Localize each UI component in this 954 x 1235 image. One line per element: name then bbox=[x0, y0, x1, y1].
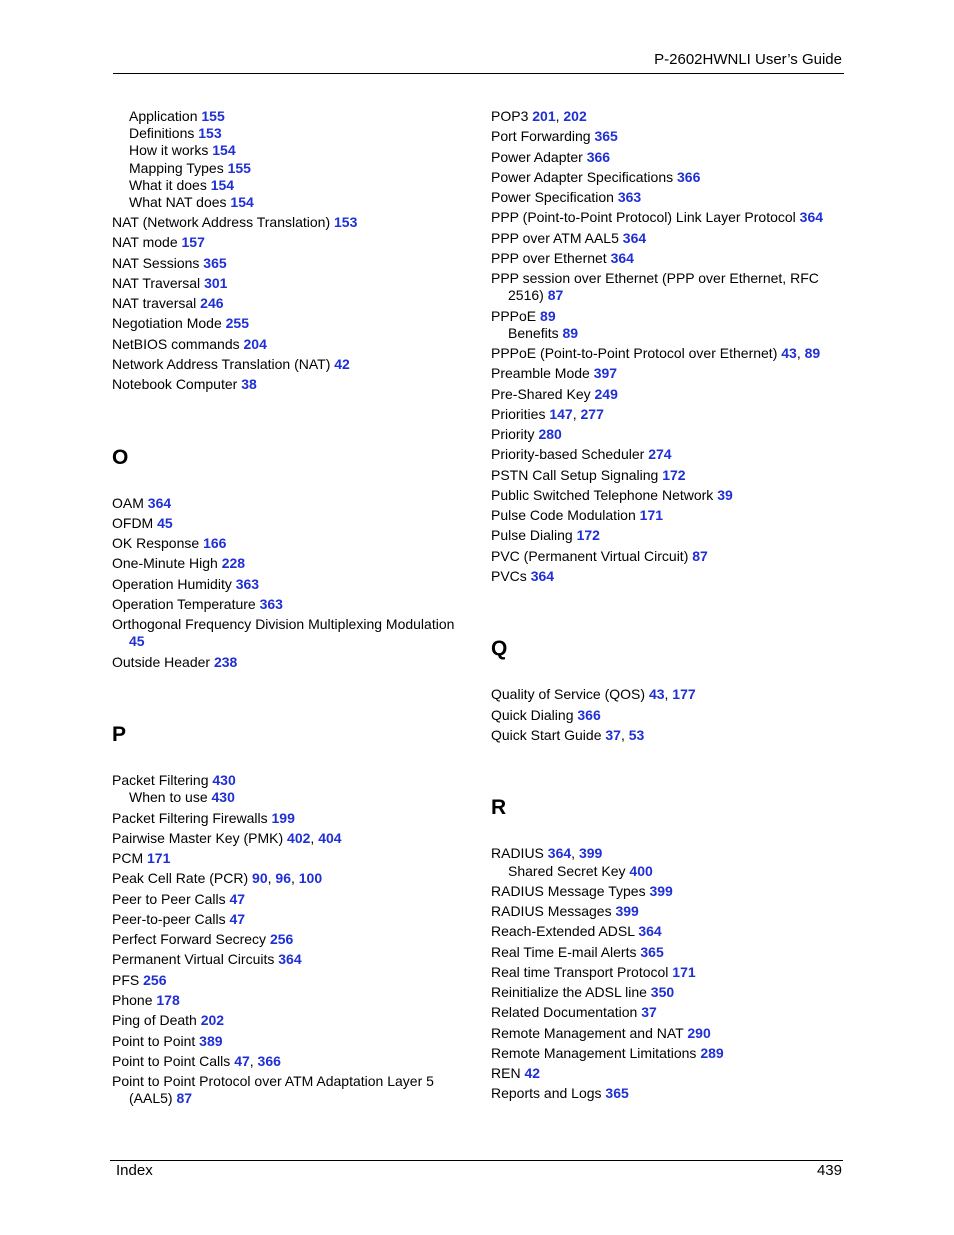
index-term: Power Specification bbox=[491, 189, 614, 205]
index-term: When to use bbox=[129, 789, 208, 805]
page-reference-link[interactable]: 39 bbox=[717, 487, 733, 503]
index-entry bbox=[112, 515, 462, 532]
page-reference-link[interactable]: 364 bbox=[622, 230, 647, 246]
page-reference-link[interactable]: 87 bbox=[692, 548, 708, 564]
page-reference-link[interactable]: 171 bbox=[639, 507, 664, 523]
page-reference-link[interactable]: 154 bbox=[212, 142, 236, 158]
index-term: Phone bbox=[112, 992, 153, 1008]
page-reference-link[interactable]: 201 bbox=[532, 108, 556, 124]
index-subentry bbox=[129, 177, 479, 194]
page-reference-link[interactable]: 364 bbox=[147, 495, 172, 511]
index-entry bbox=[491, 903, 841, 920]
index-entry: Peak Cell Rate (PCR) 90, 96, 100 bbox=[112, 870, 323, 886]
index-entry bbox=[112, 295, 462, 312]
index-term: Pulse Code Modulation bbox=[491, 507, 636, 523]
index-entry bbox=[112, 376, 462, 393]
index-entry bbox=[112, 596, 462, 613]
index-term: Remote Management Limitations bbox=[491, 1045, 697, 1061]
index-term: PCM bbox=[112, 850, 144, 866]
index-entry bbox=[491, 507, 841, 524]
page-reference-link[interactable]: 289 bbox=[700, 1045, 724, 1061]
page-reference-link[interactable]: 171 bbox=[672, 964, 696, 980]
index-subentry bbox=[129, 789, 479, 806]
page-reference-link[interactable]: 153 bbox=[198, 125, 222, 141]
index-entry bbox=[491, 149, 841, 166]
index-term: Related Documentation bbox=[491, 1004, 638, 1020]
page-reference-link[interactable]: 366 bbox=[677, 169, 701, 185]
index-term: NAT traversal bbox=[112, 295, 197, 311]
index-term: PVCs bbox=[491, 568, 527, 584]
page-reference-link[interactable]: 202 bbox=[200, 1012, 225, 1028]
page-reference-link[interactable]: 154 bbox=[230, 194, 254, 210]
index-entry bbox=[112, 850, 462, 867]
section-letter-r: R bbox=[491, 796, 507, 819]
index-term-continuation bbox=[491, 287, 841, 304]
index-entry bbox=[112, 255, 462, 272]
index-subentry bbox=[129, 194, 479, 211]
page-reference-link[interactable]: 399 bbox=[578, 845, 603, 861]
page-reference-link[interactable]: 155 bbox=[227, 160, 251, 176]
page-reference-link[interactable]: 87 bbox=[547, 287, 564, 303]
page-reference-link[interactable]: 365 bbox=[203, 255, 227, 271]
index-entry bbox=[112, 891, 462, 908]
footer-divider bbox=[110, 1160, 843, 1161]
index-entry bbox=[112, 535, 462, 552]
page-reference-link[interactable]: 400 bbox=[629, 863, 653, 879]
page-reference-link[interactable]: 90 bbox=[252, 870, 268, 886]
page-reference-link[interactable]: 172 bbox=[576, 527, 600, 543]
page-reference-link[interactable]: 363 bbox=[259, 596, 283, 612]
index-term: How it works bbox=[129, 142, 209, 158]
index-term: Reports and Logs bbox=[491, 1085, 602, 1101]
index-term-continued-text: (AAL5) bbox=[129, 1090, 177, 1106]
index-term: Shared Secret Key bbox=[508, 863, 626, 879]
index-entry bbox=[491, 308, 841, 325]
index-term: NAT (Network Address Translation) bbox=[112, 214, 331, 230]
index-entry bbox=[491, 365, 841, 382]
page-reference-link[interactable]: 365 bbox=[594, 128, 618, 144]
index-entry: Pairwise Master Key (PMK) 402, 404 bbox=[112, 830, 342, 846]
page-reference-link[interactable]: 364 bbox=[278, 951, 302, 967]
page-reference-link[interactable]: 365 bbox=[605, 1085, 629, 1101]
index-entry bbox=[491, 467, 841, 484]
index-term: What NAT does bbox=[129, 194, 227, 210]
index-term: One-Minute High bbox=[112, 555, 218, 571]
page-reference-link[interactable]: 202 bbox=[563, 108, 587, 124]
section-letter-p: P bbox=[112, 723, 127, 746]
index-term: PVC (Permanent Virtual Circuit) bbox=[491, 548, 689, 564]
index-entry bbox=[491, 250, 841, 267]
index-entry bbox=[491, 1045, 841, 1062]
index-entry bbox=[491, 944, 841, 961]
index-entry bbox=[491, 707, 841, 724]
page-reference-link[interactable]: 153 bbox=[334, 214, 358, 230]
index-entry: RADIUS 364, 399 bbox=[491, 845, 603, 861]
index-term: RADIUS bbox=[491, 845, 544, 861]
index-term: Quality of Service (QOS) bbox=[491, 686, 646, 702]
page-reference-link[interactable]: 290 bbox=[687, 1025, 711, 1041]
index-term: Priorities bbox=[491, 406, 546, 422]
index-term: Notebook Computer bbox=[112, 376, 238, 392]
index-term: Quick Dialing bbox=[491, 707, 574, 723]
page-reference-link[interactable]: 363 bbox=[235, 576, 260, 592]
index-term: Priority bbox=[491, 426, 535, 442]
index-entry bbox=[491, 568, 841, 585]
page-reference-link[interactable]: 249 bbox=[594, 386, 618, 402]
index-term: Peak Cell Rate (PCR) bbox=[112, 870, 249, 886]
index-entry bbox=[112, 234, 462, 251]
page-reference-link[interactable]: 228 bbox=[221, 555, 246, 571]
page-reference-link[interactable]: 96 bbox=[275, 870, 291, 886]
index-entry bbox=[491, 270, 841, 304]
index-term: PPPoE bbox=[491, 308, 537, 324]
index-term: RADIUS Message Types bbox=[491, 883, 646, 899]
index-term: Point to Point bbox=[112, 1033, 196, 1049]
index-term: Operation Temperature bbox=[112, 596, 256, 612]
index-subentry bbox=[129, 125, 479, 142]
page-reference-link[interactable]: 280 bbox=[538, 426, 562, 442]
index-entry bbox=[491, 548, 841, 565]
index-entry bbox=[112, 356, 462, 373]
index-entry bbox=[112, 576, 462, 593]
index-entry: Quality of Service (QOS) 43, 177 bbox=[491, 686, 696, 702]
index-entry bbox=[491, 527, 841, 544]
index-entry: Priorities 147, 277 bbox=[491, 406, 604, 422]
index-subentry bbox=[508, 863, 858, 880]
index-term: PPP over ATM AAL5 bbox=[491, 230, 619, 246]
index-term: OFDM bbox=[112, 515, 154, 531]
page-reference-link[interactable]: 389 bbox=[199, 1033, 223, 1049]
index-term: Packet Filtering bbox=[112, 772, 209, 788]
page-reference-link[interactable]: 47 bbox=[234, 1053, 250, 1069]
section-letter-o: O bbox=[112, 446, 129, 469]
page-reference-link[interactable]: 277 bbox=[580, 406, 604, 422]
page-reference-link[interactable]: 399 bbox=[615, 903, 639, 919]
page-reference-link[interactable]: 157 bbox=[181, 234, 205, 250]
index-entry bbox=[491, 189, 841, 206]
index-subentry bbox=[129, 108, 479, 125]
index-term: Quick Start Guide bbox=[491, 727, 602, 743]
index-entry bbox=[491, 984, 841, 1001]
index-term-continued-text: 2516) bbox=[508, 287, 548, 303]
page-reference-link[interactable]: 256 bbox=[269, 931, 294, 947]
index-entry: POP3 201, 202 bbox=[491, 108, 587, 124]
index-term: Network Address Translation (NAT) bbox=[112, 356, 331, 372]
index-entry bbox=[112, 931, 462, 948]
index-term: NAT mode bbox=[112, 234, 178, 250]
index-entry: Point to Point Calls 47, 366 bbox=[112, 1053, 281, 1069]
page-reference-link[interactable]: 430 bbox=[212, 772, 236, 788]
index-term: Packet Filtering Firewalls bbox=[112, 810, 268, 826]
index-entry bbox=[112, 1073, 462, 1107]
index-entry bbox=[491, 1004, 841, 1021]
page-reference-link[interactable]: 256 bbox=[143, 972, 167, 988]
page-reference-link[interactable]: 89 bbox=[804, 345, 821, 361]
page-reference-link[interactable]: 89 bbox=[540, 308, 556, 324]
page-reference-link[interactable]: 147 bbox=[549, 406, 573, 422]
index-entry bbox=[112, 336, 462, 353]
page-reference-link[interactable]: 364 bbox=[610, 250, 634, 266]
index-entry bbox=[112, 654, 462, 671]
page-reference-link[interactable]: 45 bbox=[129, 633, 145, 649]
index-entry bbox=[491, 923, 841, 940]
index-entry bbox=[491, 230, 841, 247]
index-term: PFS bbox=[112, 972, 140, 988]
index-term: Real time Transport Protocol bbox=[491, 964, 669, 980]
index-entry bbox=[491, 446, 841, 463]
page-reference-link[interactable]: 430 bbox=[211, 789, 235, 805]
index-term: REN bbox=[491, 1065, 521, 1081]
section-letter-q: Q bbox=[491, 637, 508, 660]
index-entry bbox=[112, 315, 462, 332]
page-reference-link[interactable]: 89 bbox=[562, 325, 579, 341]
index-term: Preamble Mode bbox=[491, 365, 590, 381]
page-reference-link[interactable]: 47 bbox=[229, 891, 246, 907]
page-reference-link[interactable]: 404 bbox=[318, 830, 342, 846]
index-entry bbox=[112, 495, 462, 512]
index-term: Peer-to-peer Calls bbox=[112, 911, 226, 927]
index-entry: Quick Start Guide 37, 53 bbox=[491, 727, 645, 743]
page-reference-link[interactable]: 178 bbox=[156, 992, 180, 1008]
index-entry bbox=[112, 772, 462, 789]
footer-section-name: Index bbox=[116, 1162, 153, 1179]
guide-title: P-2602HWNLI User’s Guide bbox=[654, 51, 842, 68]
page-reference-link[interactable]: 399 bbox=[649, 883, 673, 899]
page-reference-link[interactable]: 45 bbox=[157, 515, 173, 531]
page-reference-link[interactable]: 255 bbox=[225, 315, 249, 331]
index-entry bbox=[112, 616, 462, 650]
index-term: PPPoE (Point-to-Point Protocol over Ethernet) bbox=[491, 345, 778, 361]
index-term: PSTN Call Setup Signaling bbox=[491, 467, 659, 483]
index-entry bbox=[491, 964, 841, 981]
page-reference-link[interactable]: 366 bbox=[577, 707, 601, 723]
index-entry bbox=[112, 992, 462, 1009]
page-reference-link[interactable]: 199 bbox=[271, 810, 295, 826]
index-term: PPP session over Ethernet (PPP over Ethernet, RFC bbox=[491, 270, 819, 286]
page-reference-link[interactable]: 42 bbox=[334, 356, 350, 372]
page-reference-link[interactable]: 363 bbox=[617, 189, 642, 205]
page-reference-link[interactable]: 37 bbox=[605, 727, 621, 743]
index-term: Ping of Death bbox=[112, 1012, 197, 1028]
index-term-continuation bbox=[112, 1090, 462, 1107]
index-entry bbox=[112, 1012, 462, 1029]
index-entry bbox=[491, 209, 841, 226]
index-term: Benefits bbox=[508, 325, 559, 341]
index-term: Point to Point Calls bbox=[112, 1053, 231, 1069]
footer-page-number: 439 bbox=[816, 1162, 842, 1179]
index-term: Pairwise Master Key (PMK) bbox=[112, 830, 284, 846]
index-term: Remote Management and NAT bbox=[491, 1025, 684, 1041]
page-reference-link[interactable]: 364 bbox=[530, 568, 555, 584]
page-reference-link[interactable]: 43 bbox=[648, 686, 665, 702]
page-reference-link[interactable]: 274 bbox=[648, 446, 672, 462]
index-term: Application bbox=[129, 108, 198, 124]
page-reference-link[interactable]: 365 bbox=[640, 944, 664, 960]
index-term: Orthogonal Frequency Division Multiplexing Modulation bbox=[112, 616, 455, 632]
index-entry bbox=[491, 487, 841, 504]
index-entry bbox=[491, 426, 841, 443]
page-reference-link[interactable]: 42 bbox=[524, 1065, 541, 1081]
index-entry bbox=[491, 1065, 841, 1082]
index-term: Definitions bbox=[129, 125, 195, 141]
page-reference-link[interactable]: 166 bbox=[203, 535, 227, 551]
index-term: Point to Point Protocol over ATM Adaptation Layer 5 bbox=[112, 1073, 434, 1089]
index-term: Mapping Types bbox=[129, 160, 224, 176]
page-reference-link[interactable]: 47 bbox=[229, 911, 246, 927]
index-entry bbox=[112, 951, 462, 968]
index-term: NAT Sessions bbox=[112, 255, 200, 271]
page-reference-link[interactable]: 100 bbox=[298, 870, 323, 886]
index-subentry bbox=[129, 142, 479, 159]
index-term: What it does bbox=[129, 177, 207, 193]
index-entry bbox=[491, 128, 841, 145]
page-reference-link[interactable]: 238 bbox=[213, 654, 238, 670]
page-reference-link[interactable]: 87 bbox=[176, 1090, 193, 1106]
index-term: Pre-Shared Key bbox=[491, 386, 591, 402]
page-reference-link[interactable]: 350 bbox=[650, 984, 675, 1000]
page-reference-link[interactable]: 204 bbox=[243, 336, 267, 352]
page-reference-link[interactable]: 38 bbox=[241, 376, 257, 392]
index-term: Perfect Forward Secrecy bbox=[112, 931, 267, 947]
index-term: Real Time E-mail Alerts bbox=[491, 944, 637, 960]
page-reference-link[interactable]: 364 bbox=[638, 923, 662, 939]
index-term: Port Forwarding bbox=[491, 128, 591, 144]
page-reference-link[interactable]: 43 bbox=[781, 345, 797, 361]
index-entry: PPPoE (Point-to-Point Protocol over Ethernet) 43, 89 bbox=[491, 345, 821, 361]
index-term: Power Adapter Specifications bbox=[491, 169, 674, 185]
index-term: POP3 bbox=[491, 108, 529, 124]
page-reference-link[interactable]: 37 bbox=[641, 1004, 657, 1020]
page-reference-link[interactable]: 397 bbox=[593, 365, 618, 381]
index-term: PPP over Ethernet bbox=[491, 250, 607, 266]
page-reference-link[interactable]: 53 bbox=[628, 727, 645, 743]
page-reference-link[interactable]: 154 bbox=[210, 177, 235, 193]
index-entry bbox=[112, 810, 462, 827]
index-entry bbox=[491, 1025, 841, 1042]
page-reference-link[interactable]: 366 bbox=[257, 1053, 281, 1069]
page-reference-link[interactable]: 171 bbox=[147, 850, 171, 866]
index-term: NAT Traversal bbox=[112, 275, 201, 291]
index-term: NetBIOS commands bbox=[112, 336, 240, 352]
page-reference-link[interactable]: 246 bbox=[200, 295, 224, 311]
index-term: OK Response bbox=[112, 535, 200, 551]
index-term: Priority-based Scheduler bbox=[491, 446, 645, 462]
index-term: Permanent Virtual Circuits bbox=[112, 951, 275, 967]
page-reference-link[interactable]: 177 bbox=[672, 686, 696, 702]
index-term: Public Switched Telephone Network bbox=[491, 487, 714, 503]
index-term: Peer to Peer Calls bbox=[112, 891, 226, 907]
page-reference-link[interactable]: 366 bbox=[586, 149, 611, 165]
index-subentry bbox=[129, 160, 479, 177]
index-term-continuation bbox=[112, 633, 462, 650]
page-reference-link[interactable]: 301 bbox=[204, 275, 228, 291]
index-term: Pulse Dialing bbox=[491, 527, 573, 543]
page-reference-link[interactable]: 155 bbox=[201, 108, 225, 124]
index-entry bbox=[112, 911, 462, 928]
index-entry bbox=[112, 972, 462, 989]
index-subentry bbox=[508, 325, 858, 342]
index-term: Reach-Extended ADSL bbox=[491, 923, 635, 939]
index-entry bbox=[491, 1085, 841, 1102]
index-term: Operation Humidity bbox=[112, 576, 232, 592]
index-term: PPP (Point-to-Point Protocol) Link Layer Protocol bbox=[491, 209, 796, 225]
index-term: Negotiation Mode bbox=[112, 315, 222, 331]
index-entry bbox=[491, 883, 841, 900]
index-term: Reinitialize the ADSL line bbox=[491, 984, 647, 1000]
page-reference-link[interactable]: 364 bbox=[799, 209, 824, 225]
header-divider bbox=[113, 73, 844, 74]
index-entry bbox=[491, 169, 841, 186]
page-reference-link[interactable]: 364 bbox=[547, 845, 572, 861]
page-reference-link[interactable]: 402 bbox=[287, 830, 311, 846]
index-entry bbox=[112, 275, 462, 292]
index-term: RADIUS Messages bbox=[491, 903, 612, 919]
index-entry bbox=[112, 214, 462, 231]
index-term: Power Adapter bbox=[491, 149, 583, 165]
index-term: Outside Header bbox=[112, 654, 211, 670]
page-reference-link[interactable]: 172 bbox=[662, 467, 686, 483]
index-entry bbox=[112, 1033, 462, 1050]
index-term: OAM bbox=[112, 495, 144, 511]
index-entry bbox=[491, 386, 841, 403]
index-entry bbox=[112, 555, 462, 572]
